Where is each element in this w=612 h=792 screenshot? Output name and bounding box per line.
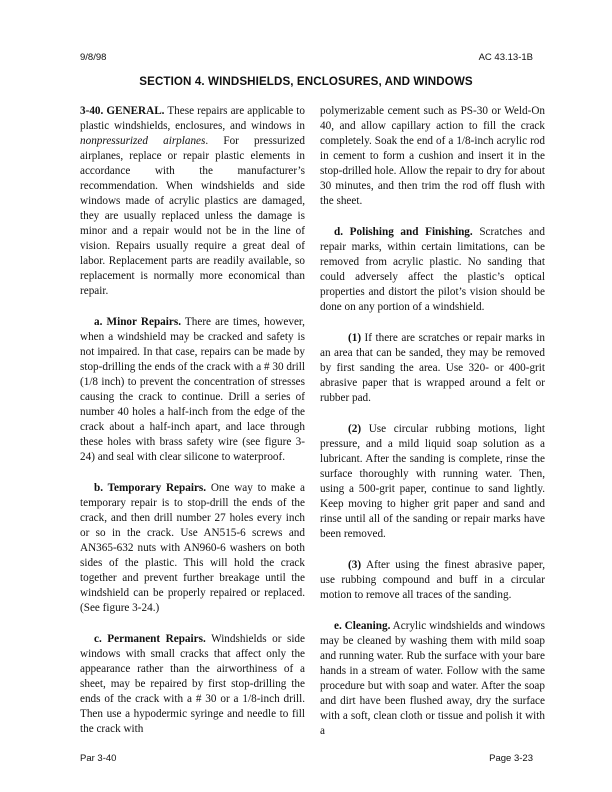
paragraph-text: If there are scratches or repair marks in an area that can be sanded, they may be removed by first sanding the area. Use 320- or 400-grit abrasive paper that is wrapped around a felt or rubber pad. (320, 332, 545, 404)
paragraph-text: Acrylic windshields and windows may be cleaned by washing them with mild soap and running water. Rub the surface with your bare hands in a stream of water. Follow with the same procedure but with soap and water. After the soap and dirt have been flushed away, dry the surface with a soft, clean cloth or tissue and polish it with a (320, 620, 545, 737)
right-column (320, 104, 545, 755)
paragraph-text: One way to make a temporary repair is to stop-drill the ends of the crack, and then drill number 27 holes every inch or so in the crack. Use AN515-6 screws and AN365-632 nuts with AN960-6 washers on both sides of the plastic. This will hold the crack together and prevent further breakage until the windshield can be properly repaired or replaced. (See figure 3-24.) (80, 482, 305, 614)
footer-paragraph-ref: Par 3-40 (80, 753, 117, 764)
section-title: SECTION 4. WINDSHIELDS, ENCLOSURES, AND WINDOWS (139, 75, 473, 88)
paragraph-heading: b. Temporary Repairs. (94, 482, 207, 494)
paragraph-heading: 3-40. GENERAL. (80, 105, 165, 117)
paragraph-heading: e. Cleaning. (334, 620, 391, 632)
paragraph-temporary-repairs (80, 481, 305, 616)
paragraph-text: There are times, however, when a windshield may be cracked and safety is not impaired. In that case, repairs can be made by stop-drilling the ends of the crack with a # 30 drill (1/8 inch) to prevent the concentration of stresses causing the crack to continue. Drill a series of number 40 holes a half-inch from the edge of the crack about a half-inch apart, and lace through these holes with brass safety wire (see figure 3-24) and seal with clear silicone to waterproof. (80, 316, 305, 463)
paragraph-text: Windshields or side windows with small cracks that affect only the appearance rather than the airworthiness of a sheet, may be repaired by first stop-drilling the ends of the crack with a # 30 or a 1/8-inch drill. Then use a hypodermic syringe and needle to fill the crack with (80, 633, 305, 735)
paragraph-heading: d. Polishing and Finishing. (334, 226, 473, 238)
left-column (80, 104, 305, 753)
emphasis-text: nonpressurized airplanes (80, 135, 206, 147)
paragraph-text: These repairs are applicable to plastic windshields, enclosures, and windows in (80, 105, 305, 132)
paragraph-heading: (1) (348, 332, 362, 344)
paragraph-text: . For pressurized airplanes, replace or repair plastic elements in accordance with the manufacturer’s recommendation. When windshields and side windows made of acrylic plastics are damaged, they are usually replaced unless the damage is minor and a repair would not be in the line of vision. Repairs usually require a great deal of labor. Replacement parts are readily available, so replacement is normally more economical than repair. (80, 135, 305, 297)
paragraph-heading: a. Minor Repairs. (94, 316, 181, 328)
paragraph-step-2 (320, 422, 545, 542)
footer-page-number: Page 3-23 (489, 753, 533, 764)
paragraph-continued (320, 104, 545, 209)
paragraph-heading: (2) (348, 423, 362, 435)
paragraph-cleaning (320, 619, 545, 739)
paragraph-general (80, 104, 305, 299)
paragraph-text: polymerizable cement such as PS-30 or Weld-On 40, and allow capillary action to fill the crack completely. Soak the end of a 1/8-inch acrylic rod in cement to form a cushion and insert it in the stop-drilled hole. Allow the repair to dry for about 30 minutes, and then trim the rod off flush with the sheet. (320, 105, 545, 207)
paragraph-polishing (320, 225, 545, 315)
paragraph-permanent-repairs (80, 632, 305, 737)
paragraph-text: After using the finest abrasive paper, use rubbing compound and buff in a circular motion to remove all traces of the sanding. (320, 559, 545, 601)
header-doc-id: AC 43.13-1B (478, 52, 533, 63)
paragraph-text: Use circular rubbing motions, light pressure, and a mild liquid soap solution as a lubricant. After the sanding is complete, rinse the surface thoroughly with running water. Then, using a 500-grit paper, continue to sand lightly. Keep moving to higher grit paper and sand and rinse until all of the sanding or repair marks have been removed. (320, 423, 545, 540)
paragraph-text: Scratches and repair marks, within certain limitations, can be removed from acrylic plastic. No sanding that could adversely affect the plastic’s optical properties and distort the pilot’s vision should be done on any portion of a windshield. (320, 226, 545, 313)
paragraph-heading: (3) (348, 559, 362, 571)
paragraph-minor-repairs (80, 315, 305, 465)
paragraph-step-3 (320, 558, 545, 603)
paragraph-heading: c. Permanent Repairs. (94, 633, 206, 645)
paragraph-step-1 (320, 331, 545, 406)
header-date: 9/8/98 (80, 52, 107, 63)
